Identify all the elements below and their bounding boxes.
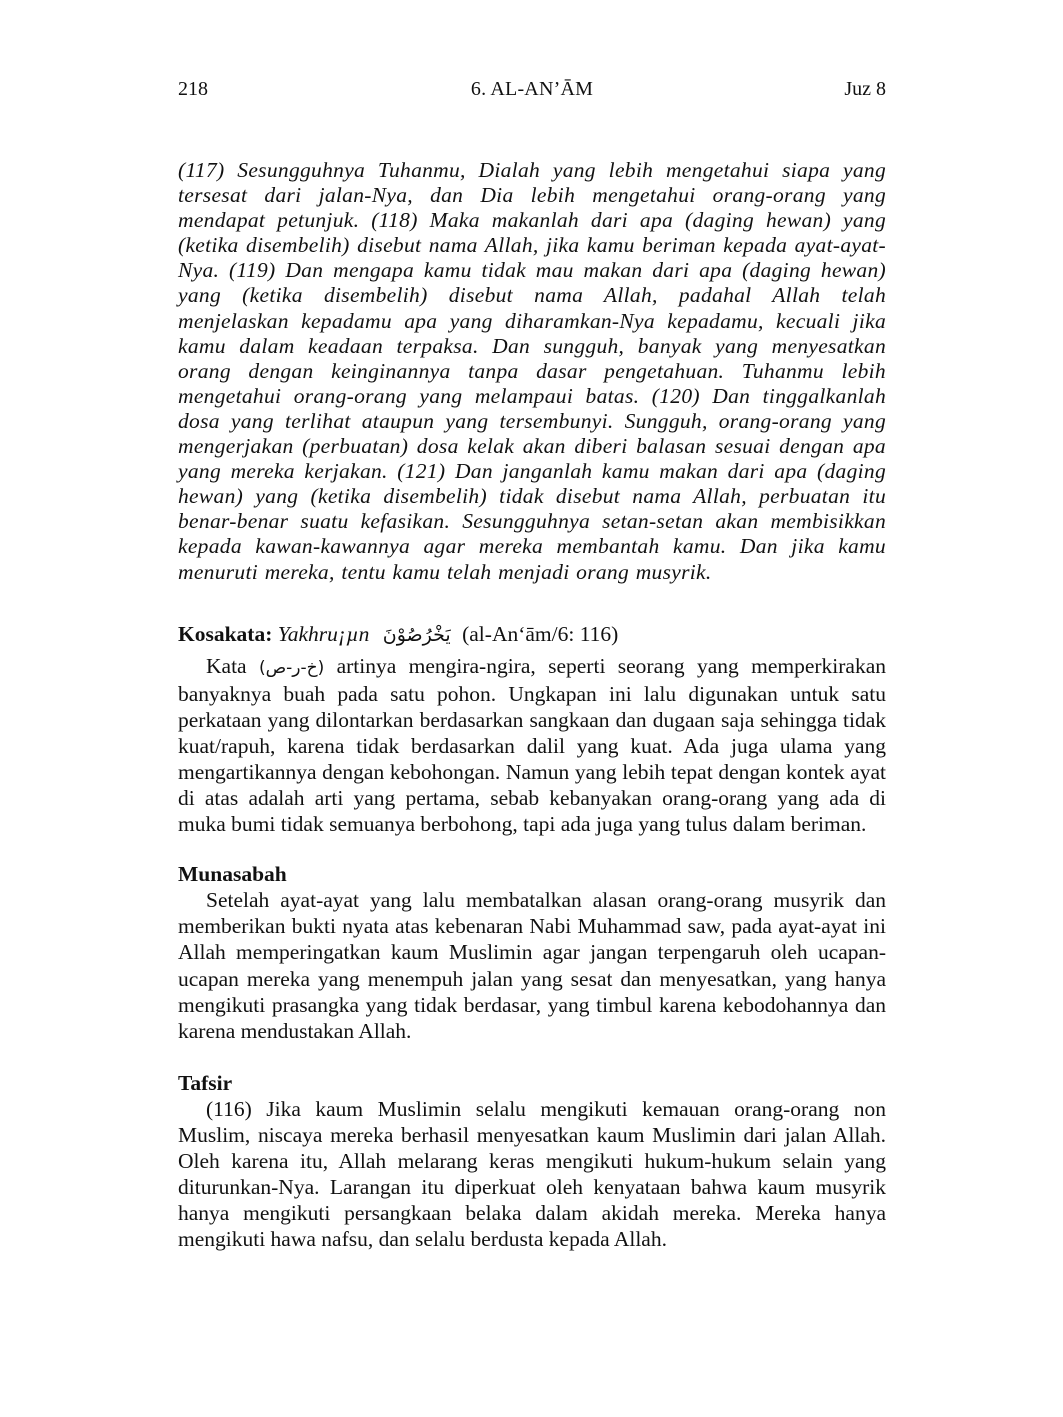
juz-label: Juz 8: [844, 78, 886, 100]
kosakata-term: Yakhru¡µn: [277, 621, 370, 646]
page-number: 218: [178, 78, 208, 100]
running-header: [178, 74, 886, 104]
kosakata-reference: (al-An‘ām/6: 116): [462, 621, 619, 646]
munasabah-text: Setelah ayat-ayat yang lalu membatalkan alasan orang-orang musyrik dan memberikan bukti nyata atas kebenaran Nabi Muhammad saw, pada ayat-ayat ini Allah memperingatkan kaum Muslimin agar jangan terpengaruh oleh ucapan-ucapan mereka yang menempuh jalan yang sesat dan menyesatkan, yang hanya mengikuti prasangka yang tidak berdasar, yang timbul karena kebodohannya dan karena mendustakan Allah.: [178, 888, 886, 1043]
kosakata-heading: [178, 619, 886, 650]
kosakata-arabic-word: يَخْرُصُوْنَ: [382, 623, 451, 646]
book-page: [178, 74, 886, 1394]
kosakata-body-prefix: Kata: [206, 653, 247, 678]
munasabah-heading: Munasabah: [178, 862, 287, 887]
tafsir-text: (116) Jika kaum Muslimin selalu mengikuti kemauan orang-orang non Muslim, niscaya mereka berhasil menyesatkan kaum Muslimin dari jalan Allah. Oleh karena itu, Allah melarang keras mengikuti hukum-hukum selain yang diturunkan-Nya. Larangan itu diperkuat oleh kenyataan bahwa kaum musyrik hanya mengikuti persangkaan belaka dalam akidah mereka. Mereka hanya mengikuti hawa nafsu, dan selalu berdusta kepada Allah.: [178, 1096, 886, 1252]
kosakata-label: Kosakata:: [178, 621, 273, 646]
kosakata-root-letters: (خ-ر-ص): [258, 657, 325, 678]
kosakata-explanation: [178, 653, 886, 838]
tafsir-heading: Tafsir: [178, 1070, 233, 1095]
chapter-title: 6. AL-AN’ĀM: [470, 78, 594, 100]
verse-translation: (117) Sesungguhnya Tuhanmu, Dialah yang lebih mengetahui siapa yang tersesat dari jalan-Nya, dan Dia lebih mengetahui orang-orang yang mendapat petunjuk. (118) Maka makanlah dari apa (daging hewan) yang (ketika disembelih) disebut nama Allah, jika kamu beriman kepada ayat-ayat-Nya. (119) Dan mengapa kamu tidak mau makan dari apa (daging hewan) yang (ketika disembelih) disebut nama Allah, padahal Allah telah menjelaskan kepadamu apa yang diharamkan-Nya kepadamu, kecuali jika kamu dalam keadaan terpaksa. Dan sungguh, banyak yang menyesatkan orang dengan keinginannya tanpa dasar pengetahuan. Tuhanmu lebih mengetahui orang-orang yang melampaui batas. (120) Dan tinggalkanlah dosa yang terlihat ataupun yang tersembunyi. Sungguh, orang-orang yang mengerjakan (perbuatan) dosa kelak akan diberi balasan sesuai dengan apa yang mereka kerjakan. (121) Dan janganlah kamu makan dari apa (daging hewan) yang (ketika disembelih) tidak disebut nama Allah, perbuatan itu benar-benar suatu kefasikan. Sesungguhnya setan-setan akan membisikkan kepada kawan-kawannya agar mereka membantah kamu. Dan jika kamu menuruti mereka, tentu kamu telah menjadi orang musyrik.: [178, 158, 886, 584]
kosakata-body-text: artinya mengira-ngira, seperti seorang yang memperkirakan banyaknya buah pada satu pohon. Ungkapan ini lalu digunakan untuk satu perkataan yang dilontarkan berdasarkan sangkaan dan dugaan saja sehingga tidak kuat/rapuh, karena tidak berdasarkan dalil yang kuat. Ada juga ulama yang mengartikannya dengan kebohongan. Namun yang lebih tepat dengan kontek ayat di atas adalah arti yang pertama, sebab kebanyakan orang-orang yang ada di muka bumi tidak semuanya berbohong, tapi ada juga yang tulus dalam beriman.: [178, 653, 887, 837]
